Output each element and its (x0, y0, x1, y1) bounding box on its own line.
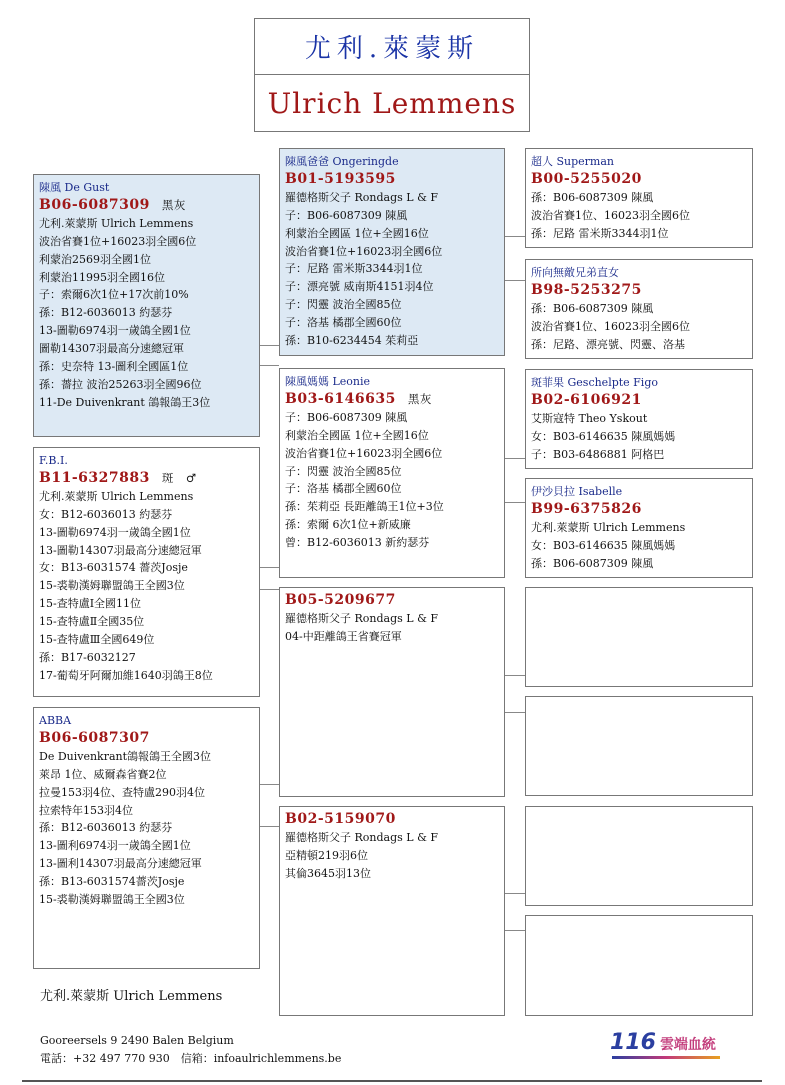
pedigree-line: 波治省賽1位+16023羽全國6位 (285, 244, 443, 258)
pigeon-card-sire-sire (525, 148, 753, 248)
pedigree-line: 萊昂 1位、威爾森省賽2位 (39, 767, 167, 781)
pedigree-line: 孫：B13-6031574薔茨Josje (39, 875, 185, 889)
pedigree-line: 孫：B17-6032127 (39, 650, 136, 664)
logo-116 (610, 1030, 716, 1055)
pedigree-line: 拉索特年153羽4位 (39, 803, 133, 817)
pigeon-card-dam-dam (525, 478, 753, 578)
pedigree-line: 利蒙治2569羽全國1位 (39, 252, 151, 266)
pedigree-line: 11-De Duivenkrant 鴿報鴿王3位 (39, 395, 211, 409)
pedigree-line: 尤利.萊蒙斯 Ulrich Lemmens (39, 489, 194, 503)
pedigree-line: 女：B03-6146635 陳風媽媽 (531, 429, 676, 443)
pedigree-line: 曾：B12-6036013 新約瑟芬 (285, 536, 430, 550)
pedigree-line: 孫：薔拉 波治25263羽全國96位 (39, 377, 202, 391)
pedigree-line: 孫：B12-6036013 約瑟芬 (39, 821, 173, 835)
color-sex: 黑灰 (407, 391, 432, 406)
color-sex: 黑灰 (161, 197, 186, 212)
pedigree-line: 女：B13-6031574 薔茨Josje (39, 561, 188, 575)
ring-number-text: B02-5159070 (285, 811, 396, 827)
pigeon-name: 所向無敵兄弟直女 (531, 266, 619, 279)
pedigree-line: 利蒙治全國區 1位+全國16位 (285, 226, 429, 240)
pedigree-line: 子：尼路 雷米斯3344羽1位 (285, 262, 423, 276)
connector-line (505, 236, 525, 237)
pedigree-line: 15-裘勒漢姆聯盟鴿王全國3位 (39, 893, 185, 907)
pedigree-line: 孫：B06-6087309 陳風 (531, 556, 654, 570)
pigeon-card-empty-2 (525, 696, 753, 796)
pedigree-line: 04-中距離鴿王省賽冠軍 (285, 629, 402, 643)
pedigree-line: 13-圖勒6974羽一歲鴿全國1位 (39, 525, 191, 539)
pedigree-line: 羅德格斯父子 Rondags L & F (285, 830, 438, 844)
pigeon-name: 陳風爸爸 Ongeringde (285, 155, 399, 168)
pedigree-line: 孫：茱莉亞 長距離鴿王1位+3位 (285, 500, 444, 514)
pedigree-line: 子：漂亮號 威南斯4151羽4位 (285, 280, 434, 294)
ring-number (285, 391, 499, 409)
connector-line (505, 280, 525, 281)
pedigree-line: 尤利.萊蒙斯 Ulrich Lemmens (39, 216, 194, 230)
ring-number (39, 730, 254, 748)
ring-number (285, 811, 499, 829)
ring-number-text: B98-5253275 (531, 281, 642, 298)
logo-underline (612, 1056, 720, 1059)
pigeon-card-fbi (33, 447, 260, 697)
pedigree-line: 圖勒14307羽最高分速總冠軍 (39, 342, 184, 356)
pedigree-line: 子：B06-6087309 陳風 (285, 208, 408, 222)
pedigree-line: 利蒙治11995羽全國16位 (39, 270, 165, 284)
pedigree-line: 15-查特盧Ⅰ全國11位 (39, 597, 142, 611)
pigeon-card-dam-sire (525, 369, 753, 469)
pigeon-name: 陳風媽媽 Leonie (285, 375, 371, 388)
connector-line (505, 502, 525, 503)
pigeon-card-sire-dam (525, 259, 753, 359)
pigeon-card-empty-3 (525, 806, 753, 906)
pedigree-line: 15-裘勒漢姆聯盟鴿王全國3位 (39, 579, 185, 593)
ring-number (531, 171, 747, 189)
pigeon-card-abba (33, 707, 260, 969)
pedigree-line: 13-圖勒14307羽最高分速總冠軍 (39, 543, 202, 557)
pedigree-line: 波治省賽1位+16023羽全國6位 (285, 446, 443, 460)
footer-address: Gooreersels 9 2490 Balen Belgium (40, 1034, 234, 1047)
pedigree-line: 孫：B06-6087309 陳風 (531, 190, 654, 204)
pedigree-line: 波治省賽1位、16023羽全國6位 (531, 208, 690, 222)
connector-line (260, 365, 279, 366)
pedigree-line: 子：索爾6次1位+17次前10% (39, 288, 189, 302)
pedigree-line: 15-查特盧Ⅱ全國35位 (39, 615, 145, 629)
connector-line (260, 589, 279, 590)
ring-number-text: B05-5209677 (285, 592, 396, 608)
connector-line (505, 675, 525, 676)
pigeon-name: 超人 Superman (531, 155, 614, 168)
ring-number-text: B99-6375826 (531, 500, 642, 517)
pedigree-line: 亞精頓219羽6位 (285, 848, 368, 862)
pigeon-name: 斑菲果 Geschelpte Figo (531, 376, 658, 389)
footer-contact-block (40, 1032, 341, 1068)
pigeon-name: 伊沙貝拉 Isabelle (531, 485, 623, 498)
pedigree-line: 孫：B06-6087309 陳風 (531, 301, 654, 315)
color-sex: 斑 ♂ (161, 470, 197, 485)
pedigree-line: 15-查特盧Ⅲ全國649位 (39, 633, 155, 647)
ring-number (39, 197, 254, 215)
ring-number-text: B11-6327883 (39, 469, 150, 486)
pedigree-line: 子：洛基 橘郡全國60位 (285, 482, 402, 496)
logo-text: 雲端血統 (659, 1037, 716, 1053)
ring-number-text: B06-6087309 (39, 196, 150, 213)
pigeon-card-empty-4 (525, 915, 753, 1016)
pedigree-line: 13-圖利6974羽一歲鴿全國1位 (39, 839, 191, 853)
pedigree-line: 拉曼153羽4位、查特盧290羽4位 (39, 785, 205, 799)
pedigree-line: 女：B03-6146635 陳風媽媽 (531, 538, 676, 552)
pedigree-line: 其倫3645羽13位 (285, 866, 371, 880)
pedigree-line: 子：閃靈 波治全國85位 (285, 298, 402, 312)
page-title-chinese: 尤利.萊蒙斯 (254, 18, 530, 75)
pedigree-line: 羅德格斯父子 Rondags L & F (285, 611, 438, 625)
ring-number-text: B00-5255020 (531, 170, 642, 187)
pedigree-line: 子：B06-6087309 陳風 (285, 410, 408, 424)
connector-line (505, 458, 525, 459)
pedigree-line: 尤利.萊蒙斯 Ulrich Lemmens (531, 520, 686, 534)
pedigree-line: 利蒙治全國區 1位+全國16位 (285, 428, 429, 442)
footer-phone-email: 電話：+32 497 770 930 信箱：infoaulrichlemmens.be (40, 1052, 342, 1065)
pedigree-line: 孫：史奈特 13-圖利全國區1位 (39, 360, 189, 374)
pedigree-line: 孫：尼路 雷米斯3344羽1位 (531, 226, 669, 240)
ring-number (531, 501, 747, 519)
ring-number-text: B06-6087307 (39, 729, 150, 746)
pedigree-line: 孫：尼路、漂亮號、閃靈、洛基 (531, 337, 685, 351)
pedigree-line: 子：閃靈 波治全國85位 (285, 464, 402, 478)
pigeon-card-fbi-sire (279, 587, 505, 797)
connector-line (505, 712, 525, 713)
ring-number (531, 282, 747, 300)
connector-line (505, 893, 525, 894)
pedigree-line: 波治省賽1位、16023羽全國6位 (531, 319, 690, 333)
pedigree-line: De Duivenkrant鴿報鴿王全國3位 (39, 749, 212, 763)
pigeon-card-subject (33, 174, 260, 437)
pedigree-line: 艾斯寇特 Theo Yskout (531, 411, 648, 425)
connector-line (260, 567, 279, 568)
pedigree-line: 子：B03-6486881 阿格巴 (531, 447, 665, 461)
pedigree-line: 羅德格斯父子 Rondags L & F (285, 190, 438, 204)
pigeon-card-dam (279, 368, 505, 578)
pigeon-card-sire (279, 148, 505, 356)
pigeon-card-abba-sire (279, 806, 505, 1016)
connector-line (260, 345, 279, 346)
bottom-divider (22, 1080, 762, 1082)
pedigree-line: 波治省賽1位+16023羽全國6位 (39, 234, 197, 248)
pigeon-name: F.B.I. (39, 454, 68, 467)
ring-number (285, 171, 499, 189)
pedigree-line: 孫：B10-6234454 茱莉亞 (285, 334, 419, 348)
ring-number-text: B02-6106921 (531, 391, 642, 408)
connector-line (260, 826, 279, 827)
logo-number: 116 (610, 1030, 656, 1055)
footer-owner: 尤利.萊蒙斯 Ulrich Lemmens (40, 989, 223, 1004)
pedigree-line: 子：洛基 橘郡全國60位 (285, 316, 402, 330)
ring-number-text: B01-5193595 (285, 170, 396, 187)
ring-number-text: B03-6146635 (285, 390, 396, 407)
pedigree-line: 13-圖利14307羽最高分速總冠軍 (39, 857, 202, 871)
ring-number (39, 470, 254, 488)
pedigree-line: 女：B12-6036013 約瑟芬 (39, 507, 173, 521)
pedigree-line: 孫：B12-6036013 約瑟芬 (39, 306, 173, 320)
connector-line (505, 930, 525, 931)
page-title-english: Ulrich Lemmens (254, 74, 530, 132)
pigeon-name: ABBA (39, 714, 72, 727)
pigeon-card-empty-1 (525, 587, 753, 687)
pedigree-line: 孫：索爾 6次1位+新威廉 (285, 518, 411, 532)
pigeon-name: 陳風 De Gust (39, 181, 110, 194)
ring-number (531, 392, 747, 410)
pedigree-line: 13-圖勒6974羽一歲鴿全國1位 (39, 324, 191, 338)
pedigree-line: 17-葡萄牙阿爾加維1640羽鴿王8位 (39, 668, 213, 682)
ring-number (285, 592, 499, 610)
connector-line (260, 784, 279, 785)
